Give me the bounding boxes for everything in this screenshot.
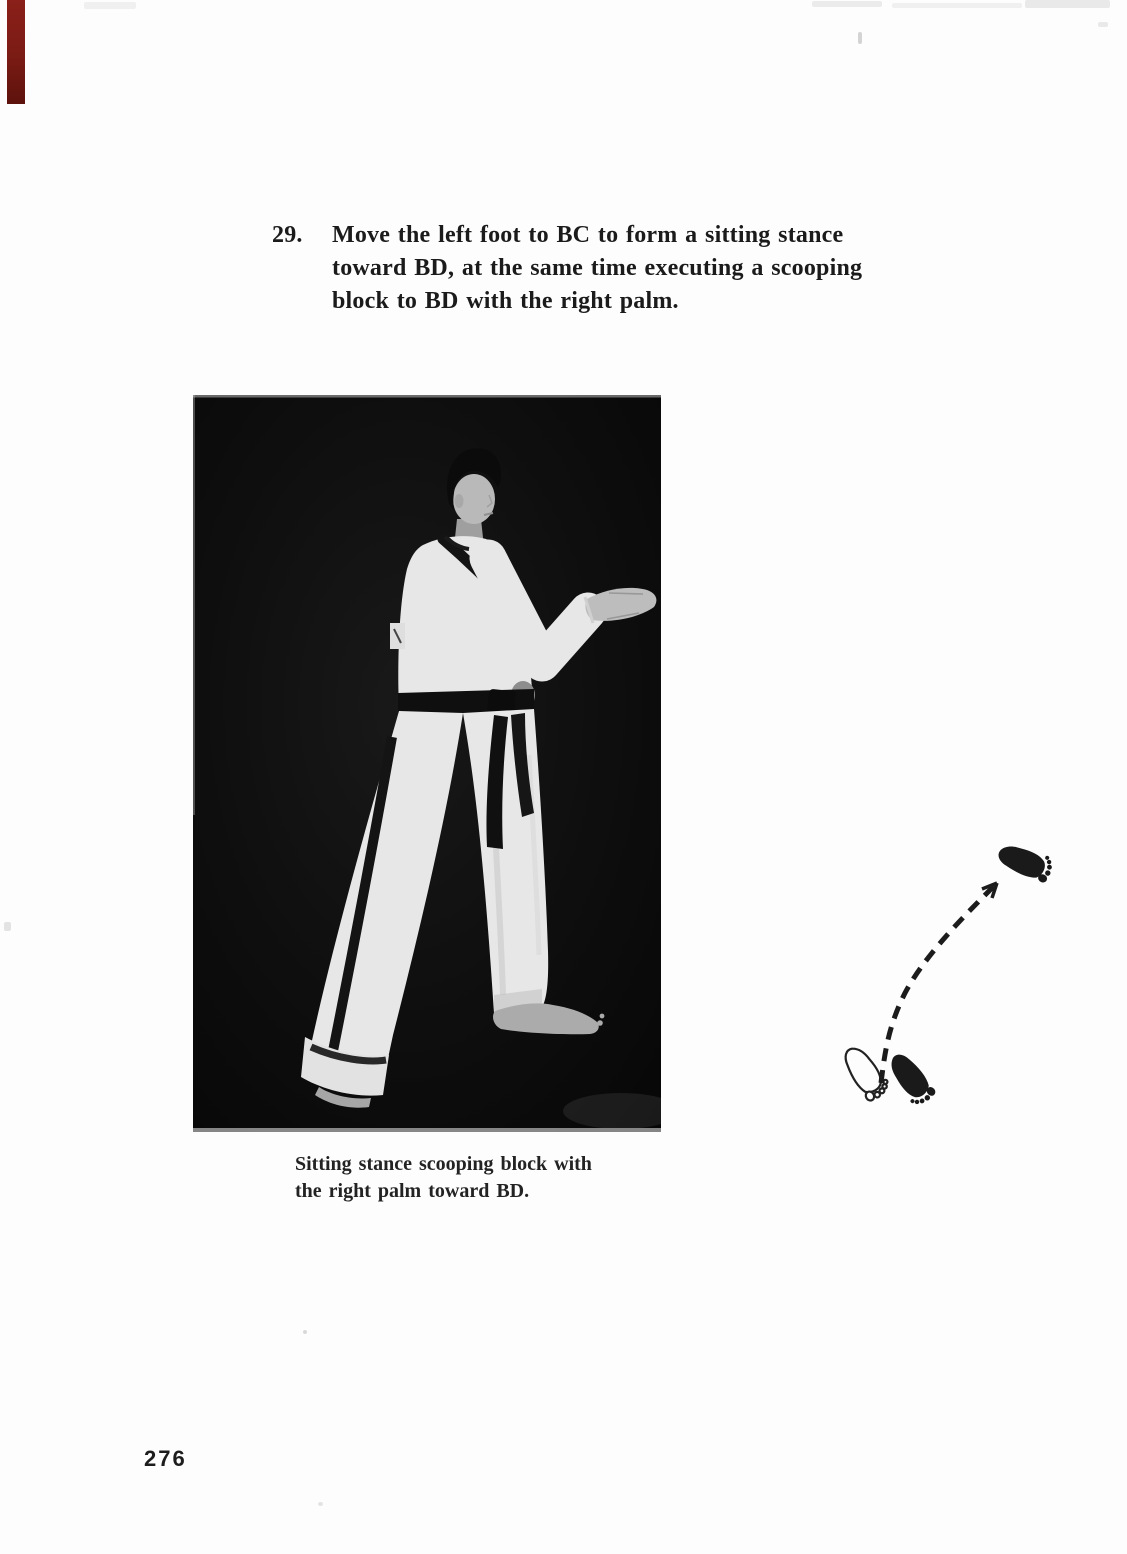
step-text-line: block to BD with the right palm. [332, 288, 679, 314]
photo-edge-artifact [193, 1128, 661, 1132]
caption-line: the right palm toward BD. [295, 1180, 530, 1202]
scan-artifact-red-strip [7, 0, 25, 104]
step-text [332, 219, 907, 318]
photo-caption [295, 1151, 592, 1205]
photo-edge-artifact [193, 395, 195, 815]
scan-smudge [1098, 22, 1108, 27]
movement-arrow [881, 883, 997, 1083]
technique-photo [193, 395, 661, 1132]
scan-smudge [858, 32, 862, 44]
scan-smudge [1025, 0, 1110, 8]
scan-smudge [303, 1330, 307, 1334]
caption-line: Sitting stance scooping block with [295, 1153, 592, 1175]
step-text-line: Move the left foot to BC to form a sitting stance [332, 222, 844, 248]
scan-smudge [318, 1502, 323, 1506]
scan-smudge [4, 922, 11, 931]
step-text-line: toward BD, at the same time executing a scooping [332, 255, 863, 281]
scan-smudge [892, 3, 1022, 8]
scan-smudge [812, 1, 882, 7]
step-instruction [272, 219, 907, 318]
scan-smudge [84, 2, 136, 9]
step-number: 29. [272, 222, 303, 248]
page-number: 276 [144, 1446, 187, 1471]
footprint-solid-icon [995, 837, 1055, 886]
footprint-solid-icon [881, 1049, 938, 1109]
photo-edge-artifact [193, 395, 661, 398]
foot-movement-diagram [825, 815, 1055, 1115]
